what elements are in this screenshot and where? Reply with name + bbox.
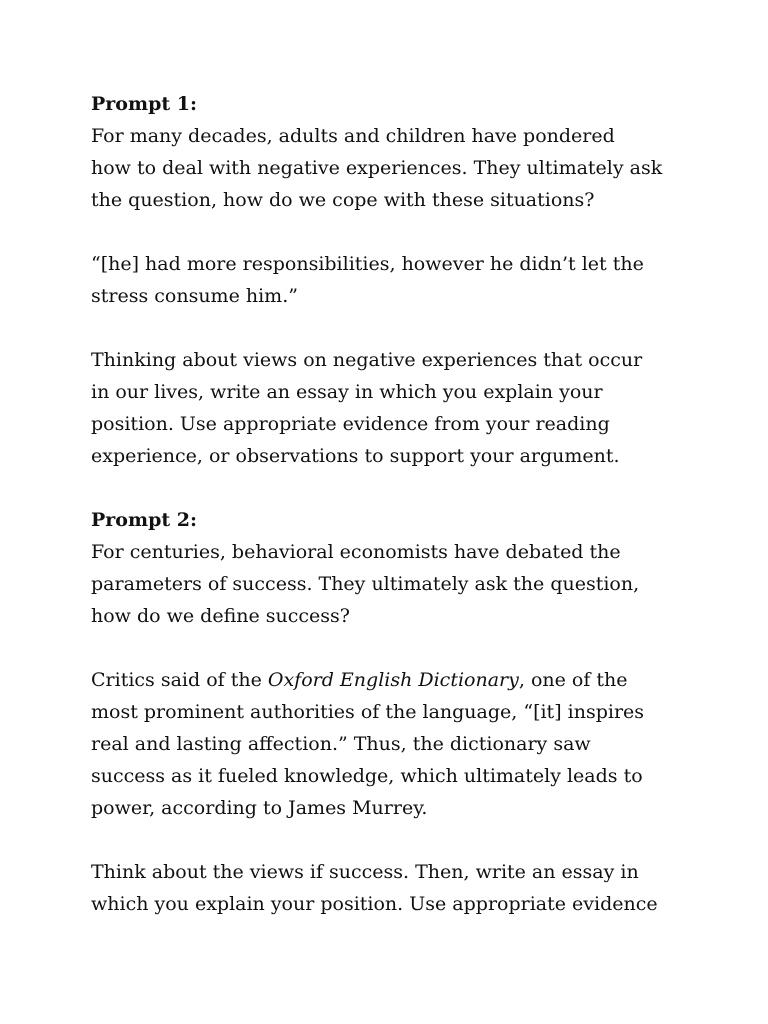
text-line: most prominent authorities of the language, “[it] inspires <box>91 701 645 723</box>
paragraph-gap <box>91 312 691 344</box>
book-title: Oxford English Dictionary <box>267 669 519 691</box>
prompt-1-heading: Prompt 1: <box>91 93 197 115</box>
paragraph-gap <box>91 632 691 664</box>
paragraph-gap <box>91 472 691 504</box>
text-line: success as it fueled knowledge, which ultimately leads to <box>91 765 643 787</box>
paragraph-gap <box>91 824 691 856</box>
prompt-1-intro <box>91 120 691 216</box>
prompt-2-intro <box>91 536 691 632</box>
text-line: which you explain your position. Use appropriate evidence <box>91 893 658 915</box>
text-line: real and lasting affection.” Thus, the dictionary saw <box>91 733 591 755</box>
text-line <box>91 664 691 696</box>
text-line: how to deal with negative experiences. They ultimately ask <box>91 157 663 179</box>
text-line: “[he] had more responsibilities, however he didn’t let the <box>91 253 644 275</box>
prompt-2-heading: Prompt 2: <box>91 509 197 531</box>
text-line: Thinking about views on negative experiences that occur <box>91 349 643 371</box>
prompt-1-task <box>91 344 691 472</box>
document-page <box>91 88 691 920</box>
text-line: For centuries, behavioral economists have debated the <box>91 541 621 563</box>
text-line: For many decades, adults and children have pondered <box>91 125 615 147</box>
text-line: how do we define success? <box>91 605 350 627</box>
text-line: parameters of success. They ultimately ask the question, <box>91 573 640 595</box>
text-line: experience, or observations to support your argument. <box>91 445 620 467</box>
text-line: stress consume him.” <box>91 285 298 307</box>
prompt-2-quote <box>91 664 691 824</box>
quote-trail-text: , one of the <box>518 669 628 691</box>
text-line: the question, how do we cope with these situations? <box>91 189 595 211</box>
text-line: Think about the views if success. Then, write an essay in <box>91 861 639 883</box>
prompt-2-task <box>91 856 691 920</box>
text-line: in our lives, write an essay in which you explain your <box>91 381 603 403</box>
text-line: position. Use appropriate evidence from your reading <box>91 413 610 435</box>
paragraph-gap <box>91 216 691 248</box>
quote-lead-text: Critics said of the <box>91 669 268 691</box>
text-line: power, according to James Murrey. <box>91 797 428 819</box>
prompt-1-quote <box>91 248 691 312</box>
